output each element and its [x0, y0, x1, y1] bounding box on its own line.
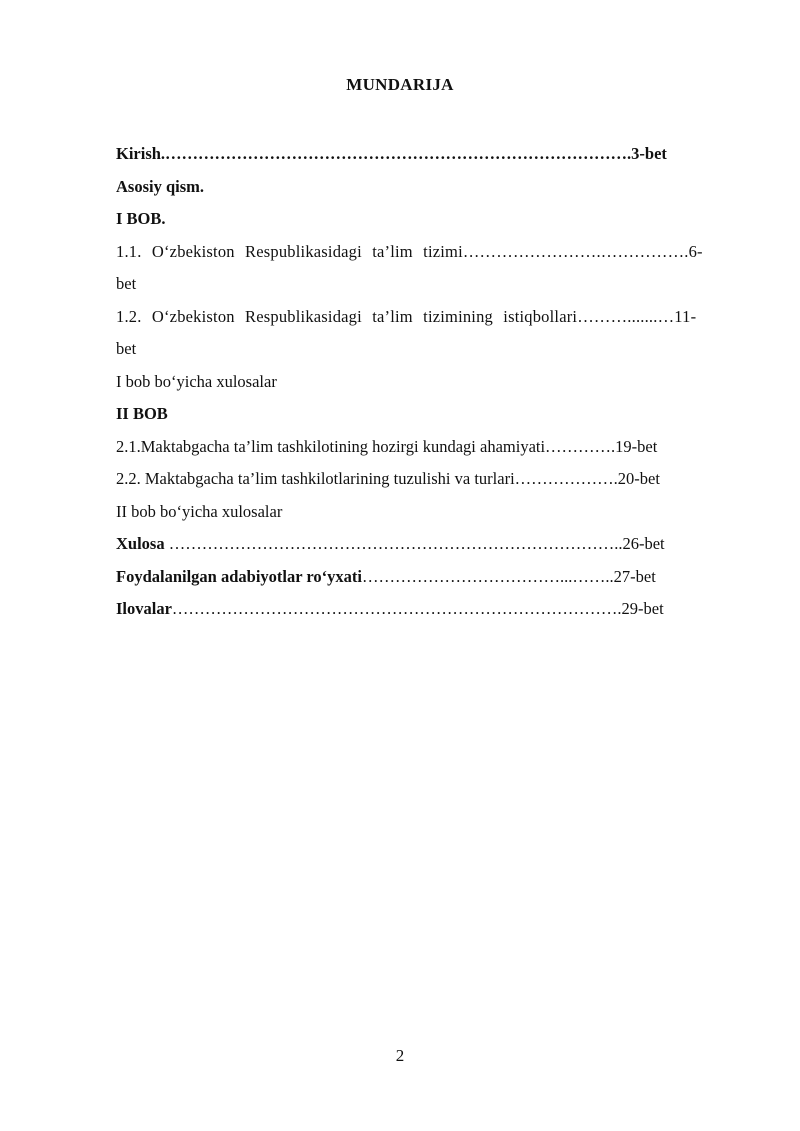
table-of-contents — [116, 138, 742, 626]
toc-entry-1-2-cont: bet — [116, 339, 137, 358]
toc-entry-chapter-2: II BOB — [116, 404, 168, 423]
toc-entry-1-2: 1.2. O‘zbekiston Respublikasidagi ta’lim tizimining istiqbollari……….......…11- — [116, 306, 697, 326]
toc-entry-kirish: Kirish.………………………………………………………………………….3-bet — [116, 144, 667, 163]
toc-entry-ilovalar-page: ……………………………………………………………………….29-bet — [171, 599, 664, 618]
page-number: 2 — [395, 1046, 405, 1065]
toc-entry-ilovalar — [116, 593, 742, 626]
toc-entry-asosiy-qism: Asosiy qism. — [116, 176, 205, 196]
toc-entry-2-1: 2.1.Maktabgacha ta’lim tashkilotining hozirgi kundagi ahamiyati………….19-bet — [116, 436, 658, 456]
toc-entry-1-1-cont: bet — [116, 274, 137, 293]
toc-entry-ilovalar-title: Ilovalar — [116, 599, 172, 618]
toc-entry-xulosa — [116, 528, 742, 561]
toc-entry-chapter-1-conclusions: I bob bo‘yicha xulosalar — [116, 371, 277, 391]
toc-entry-references-title: Foydalanilgan adabiyotlar ro‘yxati — [116, 566, 363, 586]
toc-entry-xulosa-title: Xulosa — [116, 534, 165, 553]
page-title: MUNDARIJA — [346, 75, 454, 94]
toc-entry-2-2: 2.2. Maktabgacha ta’lim tashkilotlarining tuzulishi va turlari……………….20-bet — [116, 469, 660, 488]
toc-entry-1-1: 1.1. O‘zbekiston Respublikasidagi ta’lim tizimi…………………….…………….6- — [116, 241, 703, 261]
toc-entry-xulosa-page: ………………………………………………………………………..26-bet — [164, 534, 665, 553]
toc-entry-chapter-1: I BOB. — [116, 209, 166, 228]
toc-entry-references-page: ………………………………...……..27-bet — [362, 566, 656, 586]
toc-entry-chapter-2-conclusions: II bob bo‘yicha xulosalar — [116, 501, 283, 521]
toc-entry-references — [116, 561, 742, 594]
